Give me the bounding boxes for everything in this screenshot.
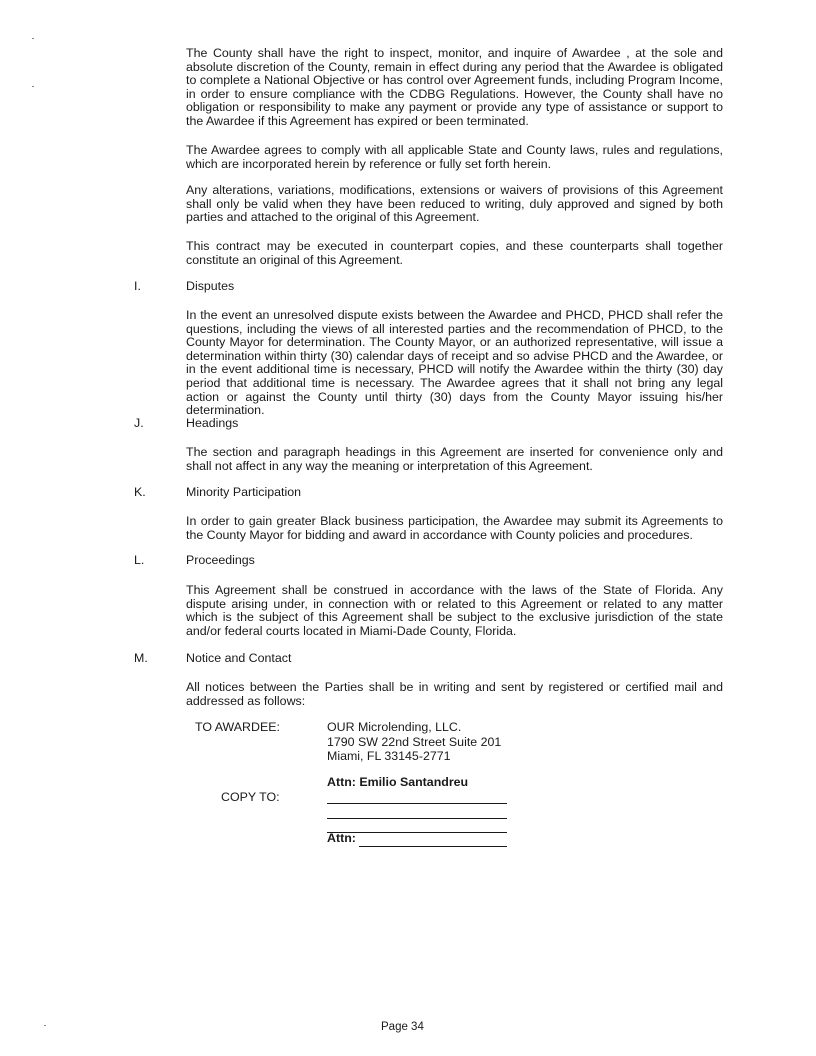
copy-attn-line bbox=[359, 846, 507, 847]
compliance-paragraph: The Awardee agrees to comply with all applicable State and County laws, rules and regulations, which are incorporated herein by reference or fully set forth herein. bbox=[186, 143, 723, 171]
awardee-city: Miami, FL 33145-2771 bbox=[327, 749, 451, 763]
proceedings-paragraph: This Agreement shall be construed in accordance with the laws of the State of Florida. Any dispute arising under, in connection with or related to this Agreement or related to any matter which is the subject of this Agreement shall be subject to the exclusive jurisdiction of the state and/or federal courts located in Miami-Dade County, Florida. bbox=[186, 583, 723, 638]
section-letter-i: I. bbox=[134, 279, 141, 293]
scan-speck bbox=[32, 86, 34, 87]
page-number: Page 34 bbox=[381, 1021, 424, 1033]
to-awardee-label: TO AWARDEE: bbox=[195, 720, 280, 734]
headings-paragraph: The section and paragraph headings in this Agreement are inserted for convenience only and shall not affect in any way the meaning or interpretation of this Agreement. bbox=[186, 445, 723, 473]
awardee-street: 1790 SW 22nd Street Suite 201 bbox=[327, 735, 502, 749]
alterations-paragraph: Any alterations, variations, modifications, extensions or waivers of provisions of this Agreement shall only be valid when they have been reduced to writing, duly approved and signed by both parties and attached to the original of this Agreement. bbox=[186, 183, 723, 225]
section-letter-m: M. bbox=[134, 651, 148, 665]
copy-to-line-1 bbox=[327, 803, 507, 804]
section-letter-j: J. bbox=[134, 416, 144, 430]
section-letter-k: K. bbox=[134, 485, 146, 499]
section-title-disputes: Disputes bbox=[186, 279, 235, 293]
section-title-notice: Notice and Contact bbox=[186, 651, 292, 665]
section-letter-l: L. bbox=[134, 553, 145, 567]
inspection-paragraph: The County shall have the right to inspect, monitor, and inquire of Awardee , at the sole and absolute discretion of the County, remain in effect during any period that the Awardee is obligated to complete a National Objective or has control over Agreement funds, including Program Income, in order to ensure compliance with the CDBG Regulations. However, the County shall have no obligation or responsibility to make any payment or provide any type of assistance or support to the Awardee if this Agreement has expired or been terminated. bbox=[186, 46, 723, 128]
scan-speck bbox=[32, 38, 34, 39]
section-title-proceedings: Proceedings bbox=[186, 553, 255, 567]
minority-paragraph: In order to gain greater Black business participation, the Awardee may submit its Agreements to the County Mayor for bidding and award in accordance with County policies and procedures. bbox=[186, 514, 723, 542]
section-title-headings: Headings bbox=[186, 416, 239, 430]
section-title-minority: Minority Participation bbox=[186, 485, 302, 499]
counterparts-paragraph: This contract may be executed in counterpart copies, and these counterparts shall together constitute an original of this Agreement. bbox=[186, 239, 723, 267]
copy-to-label: COPY TO: bbox=[221, 790, 280, 804]
notice-paragraph: All notices between the Parties shall be in writing and sent by registered or certified mail and addressed as follows: bbox=[186, 680, 723, 708]
copy-to-line-2 bbox=[327, 818, 507, 819]
awardee-name: OUR Microlending, LLC. bbox=[327, 720, 462, 734]
scan-speck bbox=[44, 1025, 46, 1026]
awardee-attn: Attn: Emilio Santandreu bbox=[327, 775, 469, 789]
disputes-paragraph: In the event an unresolved dispute exists between the Awardee and PHCD, PHCD shall refer the questions, including the views of all interested parties and the recommendation of PHCD, to the County Mayor for determination. The County Mayor, or an authorized representative, will issue a determination within thirty (30) calendar days of receipt and so advise PHCD and the Awardee, or in the event additional time is necessary, PHCD will notify the Awardee within the thirty (30) day period that additional time is necessary. The Awardee agrees that it shall not bring any legal action or against the County until thirty (30) days from the County Mayor issuing his/her determination. bbox=[186, 308, 723, 418]
copy-attn-label: Attn: bbox=[327, 831, 356, 845]
